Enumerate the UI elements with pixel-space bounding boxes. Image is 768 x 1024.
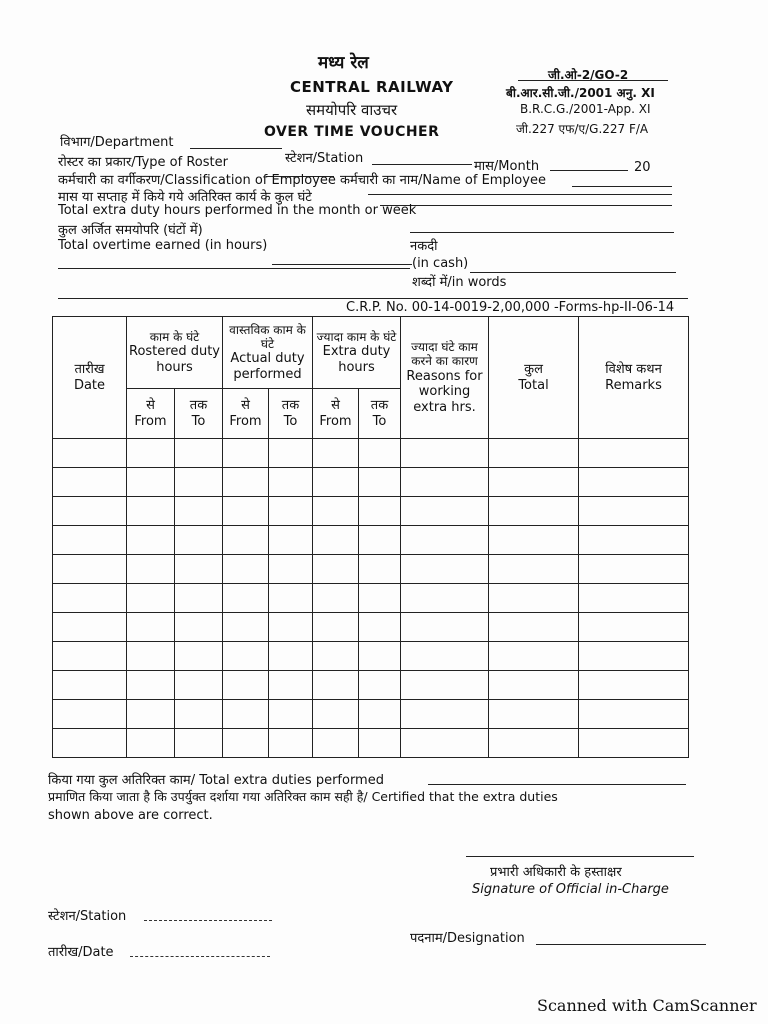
total-extra-en: Total extra duty hours performed in the month or week [58,203,417,218]
sub-from [127,389,175,439]
sub-to-hi: तक [281,397,300,413]
sub-to [359,389,401,439]
col-date-en: Date [73,377,106,393]
classification-line[interactable] [368,194,672,195]
cash-hindi: नकदी [410,239,438,254]
col-remarks-en: Remarks [605,377,662,393]
code-line-2: बी.आर.सी.जी./2001 अनु. XI [506,86,655,100]
earned-hours-line[interactable] [272,264,412,265]
hindi-org-name: मध्य रेल [318,53,369,73]
col-reasons-header [401,317,489,439]
col-reasons-hi: ज्यादा घंटे काम करने का कारण [411,339,478,369]
station-label: स्टेशन/Station [285,151,364,166]
sub-from-en: From [229,413,262,429]
col-extra-en: Extra duty hours [322,344,391,375]
table-row[interactable] [53,584,689,613]
sub-from-en: From [134,413,167,429]
scanner-watermark: Scanned with CamScanner [537,996,757,1015]
col-date-hi: तारीख [74,361,105,377]
sub-to-hi: तक [189,397,208,413]
signature-line[interactable] [466,856,694,857]
col-actual-hi: वास्तविक काम के घंटे [229,322,306,351]
earned-extra-line [58,268,410,269]
earned-en: Total overtime earned (in hours) [58,238,268,253]
certify-line-1: प्रमाणित किया जाता है कि उपर्युक्त दर्शाया गया अतिरिक्त काम सही है/ Certified that the extra duties [48,789,558,804]
year-prefix: 20 [634,160,651,175]
col-date-header [53,317,127,439]
designation-line[interactable] [536,944,706,945]
table-row[interactable] [53,729,689,758]
sub-from-en: From [319,413,352,429]
code-line-4: जी.227 एफ/ए/G.227 F/A [516,122,649,136]
station-footer-label: स्टेशन/Station [48,909,127,924]
table-row[interactable] [53,700,689,729]
total-extra-line-2[interactable] [410,232,674,233]
earned-hindi: कुल अर्जित समयोपरि (घंटों में) [58,223,203,238]
table-row[interactable] [53,468,689,497]
month-line[interactable] [550,170,628,171]
sub-to [269,389,313,439]
code-line-3: B.R.C.G./2001-App. XI [520,102,651,116]
total-extra-line-1 [380,205,672,206]
table-row[interactable] [53,526,689,555]
signature-hindi: प्रभारी अधिकारी के हस्ताक्षर [490,865,622,880]
hindi-voucher-title: समयोपरि वाउचर [306,101,398,119]
total-performed-label: किया गया कुल अतिरिक्त काम/ Total extra duties performed [48,773,384,788]
col-extra-hi: ज्यादा काम के घंटे [316,329,397,344]
col-reasons-en: Reasons for working extra hrs. [406,368,483,415]
department-line[interactable] [190,148,282,149]
total-performed-line[interactable] [428,784,686,785]
in-words-label: शब्दों में/in words [412,275,507,290]
table-row[interactable] [53,555,689,584]
table-row[interactable] [53,671,689,700]
col-total-en: Total [518,377,549,393]
overtime-table [52,316,689,758]
col-total-header [489,317,579,439]
in-cash-label: (in cash) [412,256,469,271]
table-row[interactable] [53,497,689,526]
sub-to [175,389,223,439]
form-number: C.R.P. No. 00-14-0019-2,00,000 -Forms-hp-II-06-14 [346,300,675,315]
classification-label: कर्मचारी का वर्गीकरण/Classification of Employee [58,173,336,188]
designation-label: पदनाम/Designation [410,931,525,946]
sub-from [313,389,359,439]
col-actual-en: Actual duty performed [230,351,305,382]
col-actual-header [223,317,313,389]
col-total-hi: कुल [524,361,543,377]
station-line[interactable] [372,164,472,165]
date-footer-label: तारीख/Date [48,945,114,960]
date-footer-line[interactable] [130,956,270,957]
sub-to-en: To [283,413,298,429]
employee-name-line[interactable] [572,186,672,187]
table-row[interactable] [53,613,689,642]
department-label: विभाग/Department [60,135,174,150]
roster-type-label: रोस्टर का प्रकार/Type of Roster [58,155,228,170]
table-row[interactable] [53,642,689,671]
sub-to-en: To [372,413,387,429]
month-label: मास/Month [474,159,540,174]
sub-from-hi: से [331,397,340,413]
table-row[interactable] [53,439,689,468]
station-footer-line[interactable] [144,920,272,921]
form-top-rule [58,298,688,299]
col-rostered-hi: काम के घंटे [149,329,200,344]
col-rostered-en: Rostered duty hours [129,344,220,375]
employee-name-label: कर्मचारी का नाम/Name of Employee [340,173,546,188]
org-name: CENTRAL RAILWAY [290,78,454,96]
sub-to-en: To [191,413,206,429]
sub-to-hi: तक [370,397,389,413]
certify-line-2: shown above are correct. [48,808,213,823]
col-remarks-hi: विशेष कथन [605,361,662,377]
col-remarks-header [579,317,689,439]
signature-en: Signature of Official in-Charge [472,882,669,897]
sub-from-hi: से [146,397,155,413]
sub-from-hi: से [241,397,250,413]
col-rostered-header [127,317,223,389]
col-extra-header [313,317,401,389]
total-extra-hindi: मास या सप्ताह में किये गये अतिरिक्त कार्य के कुल घंटे [58,190,312,205]
voucher-title: OVER TIME VOUCHER [264,124,440,140]
table-body [53,439,689,758]
sub-from [223,389,269,439]
code-line-1: जी.ओ-2/GO-2 [548,68,629,82]
